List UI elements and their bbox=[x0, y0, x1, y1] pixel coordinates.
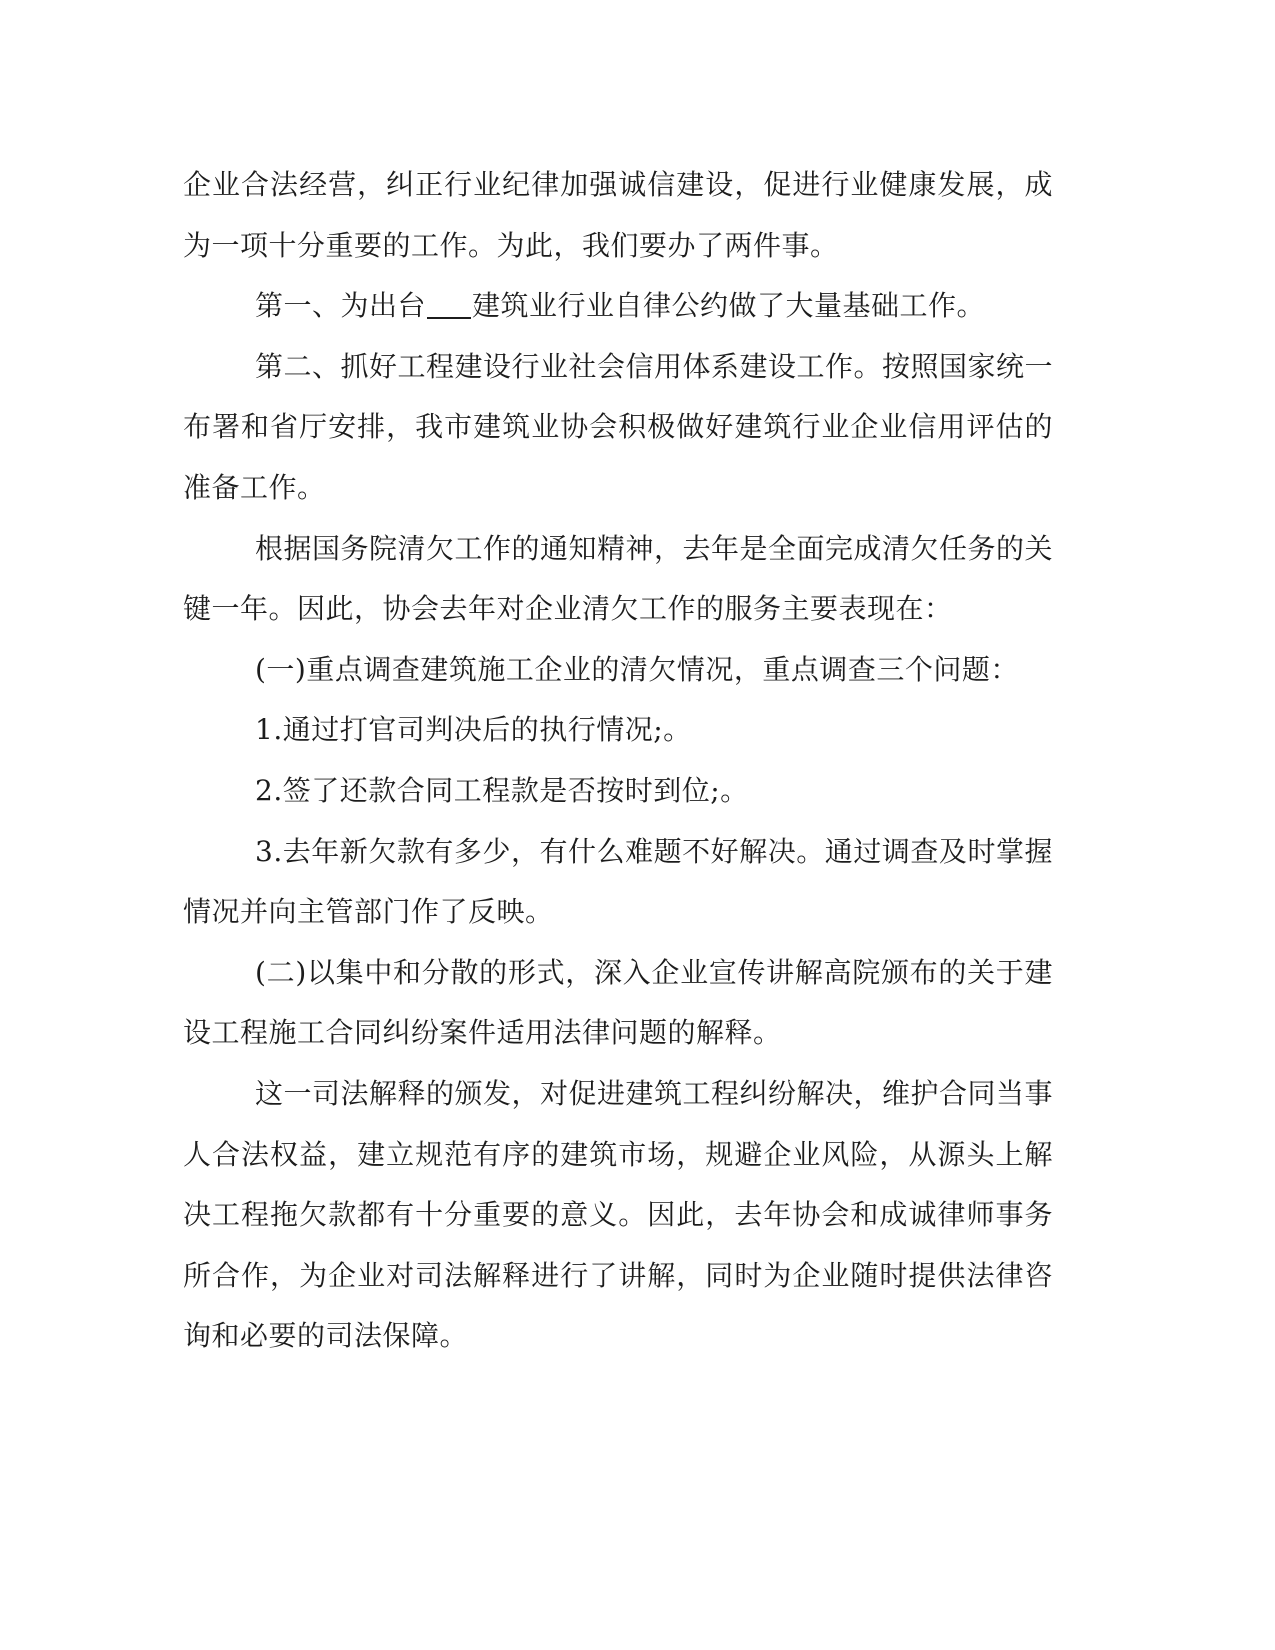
paragraph-section-one: (一)重点调查建筑施工企业的清欠情况，重点调查三个问题： bbox=[255, 652, 1019, 686]
paragraph-arrears-intro: 根据国务院清欠工作的通知精神，去年是全面完成清欠任务的关键一年。因此，协会去年对企业清欠工作的服务主要表现在： bbox=[183, 531, 1054, 626]
document-body bbox=[183, 155, 1053, 1367]
paragraph-integrity-work: 企业合法经营，纠正行业纪律加强诚信建设，促进行业健康发展，成为一项十分重要的工作。为此，我们要办了两件事。 bbox=[183, 168, 1053, 262]
list-item-2: 2.签了还款合同工程款是否按时到位;。 bbox=[255, 773, 749, 807]
fill-in-blank bbox=[427, 317, 471, 319]
paragraph-first-item bbox=[183, 276, 1053, 337]
paragraph-second-item: 第二、抓好工程建设行业社会信用体系建设工作。按照国家统一布署和省厅安排，我市建筑业协会积极做好建筑行业企业信用评估的准备工作。 bbox=[183, 349, 1054, 504]
paragraph-first-item-lead: 第一、为出台 bbox=[255, 289, 427, 323]
list-item-3: 3.去年新欠款有多少，有什么难题不好解决。通过调查及时掌握情况并向主管部门作了反映。 bbox=[183, 834, 1053, 929]
paragraph-judicial-interpretation: 这一司法解释的颁发，对促进建筑工程纠纷解决，维护合同当事人合法权益，建立规范有序的建筑市场，规避企业风险，从源头上解决工程拖欠款都有十分重要的意义。因此，去年协会和成诚律师事务所合作，为企业对司法解释进行了讲解，同时为企业随时提供法律咨询和必要的司法保障。 bbox=[183, 1076, 1054, 1353]
list-item-1: 1.通过打官司判决后的执行情况;。 bbox=[255, 713, 692, 747]
paragraph-first-item-tail: 建筑业行业自律公约做了大量基础工作。 bbox=[472, 289, 986, 323]
paragraph-section-two: (二)以集中和分散的形式，深入企业宣传讲解高院颁布的关于建设工程施工合同纠纷案件适用法律问题的解释。 bbox=[183, 955, 1053, 1050]
